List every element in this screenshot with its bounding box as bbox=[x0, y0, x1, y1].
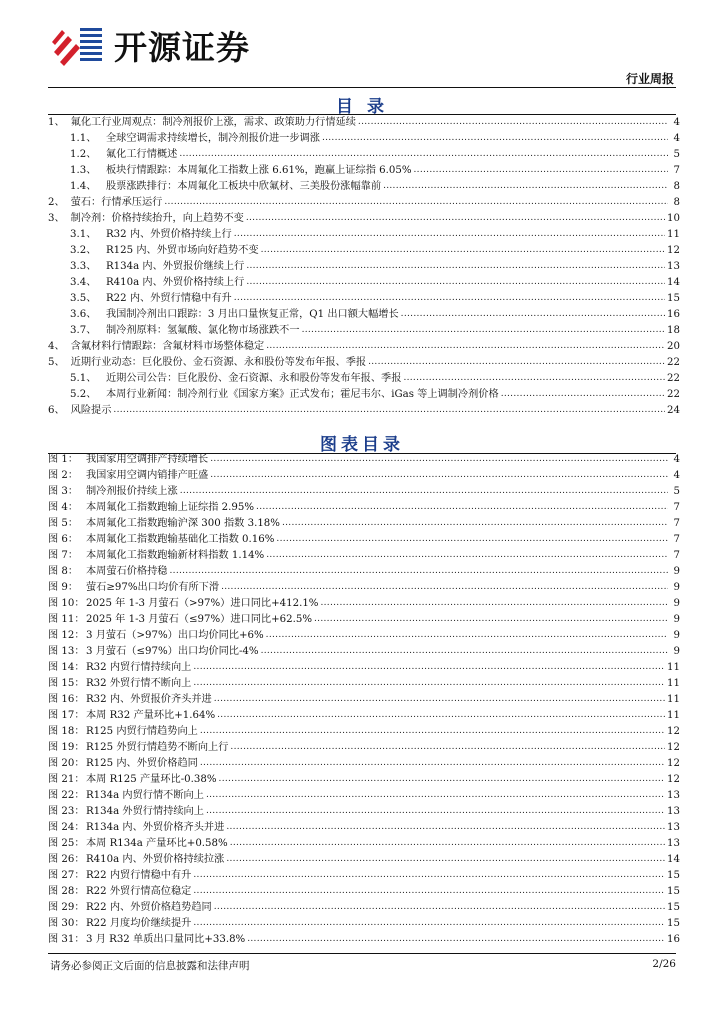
entry-page: 14 bbox=[667, 854, 680, 865]
entry-page: 9 bbox=[673, 566, 680, 577]
entry-number: 图 30： bbox=[48, 918, 85, 929]
entry-number: 1.1、 bbox=[70, 133, 97, 144]
figure-entry[interactable] bbox=[48, 866, 680, 882]
entry-number: 图 9： bbox=[48, 582, 79, 593]
entry-title: R410a 内、外贸价格持续拉涨 bbox=[86, 854, 225, 865]
entry-number: 图 14： bbox=[48, 662, 85, 673]
figure-entry[interactable] bbox=[48, 610, 680, 626]
dot-leader bbox=[246, 261, 665, 273]
entry-number: 3.3、 bbox=[70, 261, 97, 272]
entry-title: R134a 内、外贸价格齐头并进 bbox=[86, 822, 225, 833]
entry-page: 22 bbox=[667, 357, 680, 368]
footer-divider bbox=[48, 953, 676, 954]
entry-title: 近期行业动态：巨化股份、金石资源、永和股份等发布年报、季报 bbox=[70, 357, 367, 368]
entry-number: 3.7、 bbox=[70, 325, 97, 336]
entry-number: 5.2、 bbox=[70, 389, 97, 400]
dot-leader bbox=[226, 854, 665, 866]
figure-entry[interactable] bbox=[48, 674, 680, 690]
toc-entry[interactable] bbox=[48, 257, 680, 273]
toc-entry[interactable] bbox=[48, 289, 680, 305]
entry-title: 3 月 R32 单质出口量同比+33.8% bbox=[86, 934, 246, 945]
entry-title: 近期公司公告：巨化股份、金石资源、永和股份等发布年报、季报 bbox=[106, 373, 402, 384]
dot-leader bbox=[170, 566, 669, 578]
entry-page: 4 bbox=[673, 117, 680, 128]
toc-entry[interactable] bbox=[48, 369, 680, 385]
entry-title: 板块行情跟踪：本周氟化工指数上涨 6.61%，跑赢上证综指 6.05% bbox=[106, 165, 412, 176]
entry-page: 9 bbox=[673, 630, 680, 641]
entry-title: 氟化工行业周观点：制冷剂报价上涨，需求、政策助力行情延续 bbox=[70, 117, 356, 128]
dot-leader bbox=[200, 758, 665, 770]
entry-title: R22 内贸行情稳中有升 bbox=[86, 870, 192, 881]
entry-number: 图 7： bbox=[48, 550, 79, 561]
entry-number: 3.4、 bbox=[70, 277, 97, 288]
dot-leader bbox=[322, 133, 668, 145]
entry-page: 4 bbox=[673, 454, 680, 465]
brand-name: 开源证券 bbox=[114, 27, 250, 67]
entry-page: 11 bbox=[667, 678, 680, 689]
dot-leader bbox=[193, 886, 665, 898]
entry-number: 图 1： bbox=[48, 454, 79, 465]
figure-entry[interactable] bbox=[48, 786, 680, 802]
toc-entry[interactable] bbox=[48, 337, 680, 353]
entry-title: R22 外贸行情高位稳定 bbox=[86, 886, 192, 897]
figure-entry[interactable] bbox=[48, 706, 680, 722]
entry-number: 4、 bbox=[48, 341, 65, 352]
entry-title: 本周行业新闻：制冷剂行业《国家方案》正式发布；霍尼韦尔、iGas 等上调制冷剂价格 bbox=[106, 389, 499, 400]
entry-title: 本周氟化工指数跑输新材料指数 1.14% bbox=[86, 550, 265, 561]
dot-leader bbox=[247, 934, 665, 946]
figures-list bbox=[48, 450, 680, 946]
entry-number: 图 23： bbox=[48, 806, 85, 817]
entry-number: 图 6： bbox=[48, 534, 79, 545]
dot-leader bbox=[219, 774, 666, 786]
figure-entry[interactable] bbox=[48, 626, 680, 642]
entry-title: 含氟材料行情跟踪：含氟材料市场整体稳定 bbox=[70, 341, 265, 352]
entry-page: 15 bbox=[667, 886, 680, 897]
dot-leader bbox=[314, 614, 668, 626]
entry-title: R32 内贸行情持续向上 bbox=[86, 662, 192, 673]
figure-entry[interactable] bbox=[48, 914, 680, 930]
dot-leader bbox=[234, 229, 665, 241]
entry-page: 7 bbox=[673, 502, 680, 513]
figure-entry[interactable] bbox=[48, 898, 680, 914]
entry-title: 3 月萤石（>97%）出口均价同比+6% bbox=[86, 630, 264, 641]
toc-entry[interactable] bbox=[48, 145, 680, 161]
figure-entry[interactable] bbox=[48, 930, 680, 946]
entry-page: 15 bbox=[667, 918, 680, 929]
entry-number: 图 11： bbox=[48, 614, 85, 625]
entry-title: R32 内、外贸价格持续上行 bbox=[106, 229, 232, 240]
dot-leader bbox=[193, 662, 665, 674]
entry-page: 7 bbox=[673, 165, 680, 176]
entry-title: 制冷剂：价格持续抬升，向上趋势不变 bbox=[70, 213, 244, 224]
entry-number: 3.1、 bbox=[70, 229, 97, 240]
toc-entry[interactable] bbox=[48, 273, 680, 289]
figure-entry[interactable] bbox=[48, 498, 680, 514]
entry-number: 5.1、 bbox=[70, 373, 97, 384]
toc-entry[interactable] bbox=[48, 225, 680, 241]
entry-number: 图 29： bbox=[48, 902, 85, 913]
entry-title: R22 月度均价继续提升 bbox=[86, 918, 192, 929]
entry-page: 11 bbox=[667, 694, 680, 705]
entry-title: 我国制冷剂出口跟踪：3 月出口量恢复正常，Q1 出口额大幅增长 bbox=[106, 309, 399, 320]
entry-title: 2025 年 1-3 月萤石（>97%）进口同比+412.1% bbox=[86, 598, 319, 609]
toc-title: 目 录 bbox=[336, 97, 388, 117]
dot-leader bbox=[246, 277, 665, 289]
entry-page: 13 bbox=[667, 261, 680, 272]
figure-entry[interactable] bbox=[48, 530, 680, 546]
toc-entry[interactable] bbox=[48, 353, 680, 369]
figure-entry[interactable] bbox=[48, 578, 680, 594]
entry-number: 图 22： bbox=[48, 790, 85, 801]
dot-leader bbox=[414, 165, 668, 177]
entry-title: 本周萤石价格持稳 bbox=[86, 566, 168, 577]
entry-page: 15 bbox=[667, 902, 680, 913]
entry-page: 8 bbox=[673, 181, 680, 192]
dot-leader bbox=[234, 293, 665, 305]
dot-leader bbox=[210, 454, 668, 466]
entry-page: 12 bbox=[667, 726, 680, 737]
entry-page: 5 bbox=[673, 486, 680, 497]
figure-entry[interactable] bbox=[48, 514, 680, 530]
entry-title: 制冷剂报价持续上涨 bbox=[86, 486, 178, 497]
entry-page: 18 bbox=[667, 325, 680, 336]
entry-number: 图 8： bbox=[48, 566, 79, 577]
entry-number: 图 2： bbox=[48, 470, 79, 481]
entry-title: R134a 外贸行情持续向上 bbox=[86, 806, 204, 817]
toc-entry[interactable] bbox=[48, 305, 680, 321]
entry-number: 图 31： bbox=[48, 934, 85, 945]
toc-list bbox=[48, 113, 680, 417]
entry-title: R22 内、外贸价格趋势趋同 bbox=[86, 902, 212, 913]
entry-number: 图 16： bbox=[48, 694, 85, 705]
figure-entry[interactable] bbox=[48, 594, 680, 610]
figure-entry[interactable] bbox=[48, 450, 680, 466]
dot-leader bbox=[320, 598, 668, 610]
entry-title: 我国家用空调排产持续增长 bbox=[86, 454, 209, 465]
entry-number: 图 15： bbox=[48, 678, 85, 689]
entry-number: 3.2、 bbox=[70, 245, 97, 256]
dot-leader bbox=[193, 870, 665, 882]
entry-title: R32 内、外贸报价齐头并进 bbox=[86, 694, 212, 705]
entry-page: 4 bbox=[673, 470, 680, 481]
entry-page: 11 bbox=[667, 662, 680, 673]
dot-leader bbox=[193, 678, 665, 690]
entry-title: R410a 内、外贸价格持续上行 bbox=[106, 277, 245, 288]
dot-leader bbox=[276, 534, 668, 546]
entry-title: 全球空调需求持续增长，制冷剂报价进一步调涨 bbox=[106, 133, 320, 144]
entry-number: 6、 bbox=[48, 405, 65, 416]
figure-entry[interactable] bbox=[48, 738, 680, 754]
figure-entry[interactable] bbox=[48, 834, 680, 850]
entry-page: 9 bbox=[673, 646, 680, 657]
dot-leader bbox=[214, 694, 665, 706]
figure-entry[interactable] bbox=[48, 722, 680, 738]
entry-page: 9 bbox=[673, 614, 680, 625]
dot-leader bbox=[193, 918, 665, 930]
entry-number: 图 27： bbox=[48, 870, 85, 881]
entry-number: 3.6、 bbox=[70, 309, 97, 320]
entry-page: 16 bbox=[667, 309, 680, 320]
dot-leader bbox=[230, 838, 665, 850]
dot-leader bbox=[368, 357, 665, 369]
entry-page: 13 bbox=[667, 822, 680, 833]
entry-page: 13 bbox=[667, 838, 680, 849]
figure-entry[interactable] bbox=[48, 802, 680, 818]
entry-page: 11 bbox=[667, 710, 680, 721]
entry-number: 3、 bbox=[48, 213, 65, 224]
dot-leader bbox=[180, 486, 668, 498]
toc-entry[interactable] bbox=[48, 321, 680, 337]
dot-leader bbox=[206, 806, 665, 818]
entry-title: 制冷剂原料：氢氟酸、氯化物市场涨跌不一 bbox=[106, 325, 300, 336]
entry-page: 12 bbox=[667, 245, 680, 256]
dot-leader bbox=[210, 470, 668, 482]
header-divider bbox=[48, 87, 676, 88]
entry-title: R134a 内贸行情不断向上 bbox=[86, 790, 204, 801]
entry-number: 3.5、 bbox=[70, 293, 97, 304]
entry-number: 图 21： bbox=[48, 774, 85, 785]
figure-entry[interactable] bbox=[48, 642, 680, 658]
entry-number: 2、 bbox=[48, 197, 65, 208]
dot-leader bbox=[217, 710, 665, 722]
entry-page: 9 bbox=[673, 598, 680, 609]
entry-number: 1.3、 bbox=[70, 165, 97, 176]
entry-number: 图 13： bbox=[48, 646, 85, 657]
toc-entry[interactable] bbox=[48, 161, 680, 177]
dot-leader bbox=[164, 197, 668, 209]
entry-title: 本周氟化工指数跑输上证综指 2.95% bbox=[86, 502, 255, 513]
entry-page: 12 bbox=[667, 742, 680, 753]
entry-page: 8 bbox=[673, 197, 680, 208]
entry-title: R125 外贸行情趋势不断向上行 bbox=[86, 742, 229, 753]
entry-number: 图 17： bbox=[48, 710, 85, 721]
dot-leader bbox=[214, 902, 665, 914]
entry-number: 1.2、 bbox=[70, 149, 97, 160]
toc-entry[interactable] bbox=[48, 177, 680, 193]
entry-number: 图 12： bbox=[48, 630, 85, 641]
dot-leader bbox=[246, 213, 665, 225]
entry-number: 图 24： bbox=[48, 822, 85, 833]
entry-page: 4 bbox=[673, 133, 680, 144]
entry-page: 22 bbox=[667, 389, 680, 400]
entry-number: 图 25： bbox=[48, 838, 85, 849]
dot-leader bbox=[501, 389, 665, 401]
figure-entry[interactable] bbox=[48, 882, 680, 898]
toc-entry[interactable] bbox=[48, 113, 680, 129]
entry-page: 7 bbox=[673, 518, 680, 529]
toc-entry[interactable] bbox=[48, 209, 680, 225]
figure-entry[interactable] bbox=[48, 562, 680, 578]
figure-entry[interactable] bbox=[48, 850, 680, 866]
entry-number: 图 3： bbox=[48, 486, 79, 497]
dot-leader bbox=[221, 582, 668, 594]
dot-leader bbox=[261, 245, 665, 257]
entry-title: R125 内、外贸价格趋同 bbox=[86, 758, 198, 769]
dot-leader bbox=[256, 502, 668, 514]
entry-title: 股票涨跌排行：本周氟化工板块中欣氟材、三美股份涨幅靠前 bbox=[106, 181, 382, 192]
entry-title: 本周氟化工指数跑输沪深 300 指数 3.18% bbox=[86, 518, 280, 529]
dot-leader bbox=[383, 181, 668, 193]
entry-page: 14 bbox=[667, 277, 680, 288]
dot-leader bbox=[206, 790, 665, 802]
entry-number: 图 28： bbox=[48, 886, 85, 897]
entry-title: 本周 R125 产量环比-0.38% bbox=[86, 774, 217, 785]
entry-title: 萤石≥97%出口均价有所下滑 bbox=[86, 582, 220, 593]
entry-title: 2025 年 1-3 月萤石（≤97%）进口同比+62.5% bbox=[86, 614, 312, 625]
dot-leader bbox=[179, 149, 668, 161]
figure-entry[interactable] bbox=[48, 754, 680, 770]
entry-number: 5、 bbox=[48, 357, 65, 368]
entry-title: R32 外贸行情不断向上 bbox=[86, 678, 192, 689]
dot-leader bbox=[401, 309, 665, 321]
entry-title: R125 内贸行情趋势向上 bbox=[86, 726, 198, 737]
figure-entry[interactable] bbox=[48, 546, 680, 562]
entry-page: 12 bbox=[667, 774, 680, 785]
figure-entry[interactable] bbox=[48, 482, 680, 498]
entry-title: 氟化工行情概述 bbox=[106, 149, 178, 160]
entry-number: 图 10： bbox=[48, 598, 85, 609]
entry-number: 图 26： bbox=[48, 854, 85, 865]
dot-leader bbox=[113, 405, 665, 417]
page-number: 2/26 bbox=[652, 958, 676, 970]
entry-title: R22 内、外贸行情稳中有升 bbox=[106, 293, 232, 304]
footer-disclaimer: 请务必参阅正文后面的信息披露和法律声明 bbox=[50, 960, 250, 972]
dot-leader bbox=[403, 373, 665, 385]
entry-page: 11 bbox=[667, 229, 680, 240]
entry-page: 15 bbox=[667, 293, 680, 304]
figure-entry[interactable] bbox=[48, 658, 680, 674]
entry-page: 13 bbox=[667, 806, 680, 817]
dot-leader bbox=[266, 341, 665, 353]
dot-leader bbox=[302, 325, 665, 337]
figures-title: 图表目录 bbox=[320, 435, 404, 455]
entry-title: 本周 R32 产量环比+1.64% bbox=[86, 710, 216, 721]
entry-number: 1、 bbox=[48, 117, 65, 128]
entry-title: 本周 R134a 产量环比+0.58% bbox=[86, 838, 228, 849]
entry-title: 3 月萤石（≤97%）出口均价同比-4% bbox=[86, 646, 259, 657]
dot-leader bbox=[358, 117, 668, 129]
dot-leader bbox=[266, 630, 668, 642]
entry-page: 7 bbox=[673, 534, 680, 545]
entry-page: 24 bbox=[667, 405, 680, 416]
entry-page: 20 bbox=[667, 341, 680, 352]
entry-page: 22 bbox=[667, 373, 680, 384]
entry-number: 1.4、 bbox=[70, 181, 97, 192]
dot-leader bbox=[282, 518, 668, 530]
toc-entry[interactable] bbox=[48, 241, 680, 257]
toc-entry[interactable] bbox=[48, 385, 680, 401]
dot-leader bbox=[266, 550, 668, 562]
toc-entry[interactable] bbox=[48, 401, 680, 417]
entry-page: 12 bbox=[667, 758, 680, 769]
figure-entry[interactable] bbox=[48, 770, 680, 786]
entry-page: 13 bbox=[667, 790, 680, 801]
entry-page: 5 bbox=[673, 149, 680, 160]
kaiyuan-logo-icon bbox=[50, 22, 108, 68]
figure-entry[interactable] bbox=[48, 466, 680, 482]
dot-leader bbox=[261, 646, 668, 658]
entry-number: 图 19： bbox=[48, 742, 85, 753]
entry-title: 我国家用空调内销排产旺盛 bbox=[86, 470, 209, 481]
entry-number: 图 18： bbox=[48, 726, 85, 737]
entry-number: 图 4： bbox=[48, 502, 79, 513]
entry-page: 10 bbox=[667, 213, 680, 224]
figure-entry[interactable] bbox=[48, 818, 680, 834]
entry-page: 16 bbox=[667, 934, 680, 945]
entry-title: R125 内、外贸市场向好趋势不变 bbox=[106, 245, 259, 256]
entry-number: 图 5： bbox=[48, 518, 79, 529]
entry-page: 15 bbox=[667, 870, 680, 881]
toc-entry[interactable] bbox=[48, 193, 680, 209]
brand-logo bbox=[50, 20, 250, 70]
dot-leader bbox=[200, 726, 665, 738]
entry-title: 风险提示 bbox=[70, 405, 112, 416]
entry-title: 本周氟化工指数跑输基础化工指数 0.16% bbox=[86, 534, 275, 545]
figure-entry[interactable] bbox=[48, 690, 680, 706]
entry-page: 7 bbox=[673, 550, 680, 561]
entry-title: 萤石：行情承压运行 bbox=[70, 197, 163, 208]
toc-entry[interactable] bbox=[48, 129, 680, 145]
report-type-tag: 行业周报 bbox=[625, 72, 674, 86]
entry-page: 9 bbox=[673, 582, 680, 593]
entry-number: 图 20： bbox=[48, 758, 85, 769]
dot-leader bbox=[226, 822, 665, 834]
entry-title: R134a 内、外贸报价继续上行 bbox=[106, 261, 245, 272]
dot-leader bbox=[230, 742, 665, 754]
